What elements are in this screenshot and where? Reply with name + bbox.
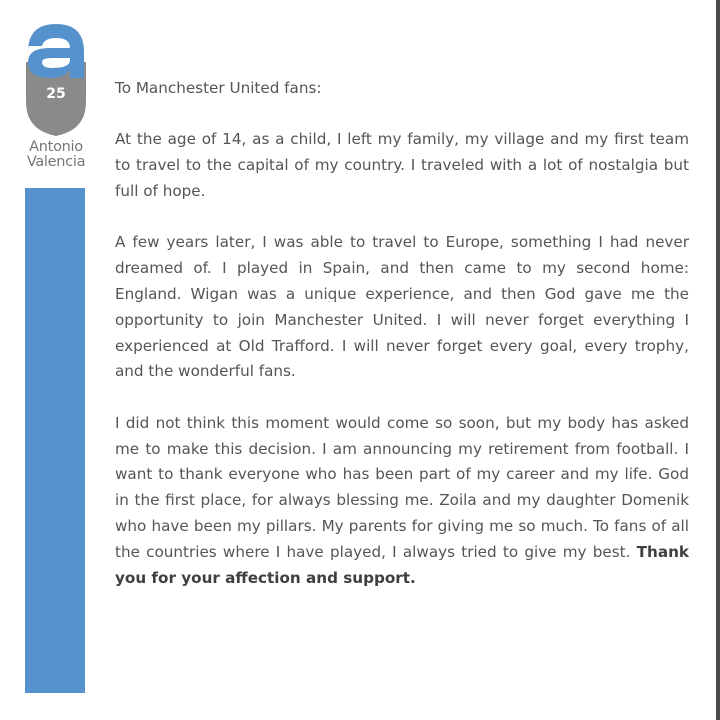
logo-last-name: Valencia <box>26 154 86 170</box>
letter-paragraph-1: At the age of 14, as a child, I left my family, my village and my first team to travel to the capital of my country. I traveled with a lot of nostalgia but full of hope. <box>115 130 689 200</box>
page-edge-divider <box>716 0 720 720</box>
letter-paragraph-3-text: I did not think this moment would come so soon, but my body has asked me to make this decision. I am announcing my retirement from football. I want to thank everyone who has been part of my career and my life. God in the first place, for always blessing me. Zoila and my daughter Domenik who have been my pillars. My parents for giving me so much. To fans of all the countries where I have played, I always tried to give my best. <box>115 413 689 561</box>
logo-player-name <box>22 140 90 170</box>
letter-closing-thanks: Thank you for your affection and support. <box>115 542 690 587</box>
decorative-blue-bar <box>25 188 85 693</box>
logo-first-name: Antonio <box>29 139 83 155</box>
logo-jersey-number: 25 <box>46 86 66 102</box>
letter-paragraph-2: A few years later, I was able to travel to Europe, something I had never dreamed of. I played in Spain, and then came to my second home: England. Wigan was a unique experience, and then God gave me the opportunity to join Manchester United. I will never forget everything I experienced at Old Trafford. I will never forget every goal, every trophy, and the wonderful fans. <box>115 233 689 381</box>
antonio-valencia-logo <box>22 22 90 172</box>
retirement-letter <box>115 76 689 617</box>
logo-shield-icon <box>22 22 90 142</box>
logo-letter-a <box>28 24 84 78</box>
letter-paragraph-3 <box>115 411 689 592</box>
letter-salutation: To Manchester United fans: <box>115 79 322 97</box>
